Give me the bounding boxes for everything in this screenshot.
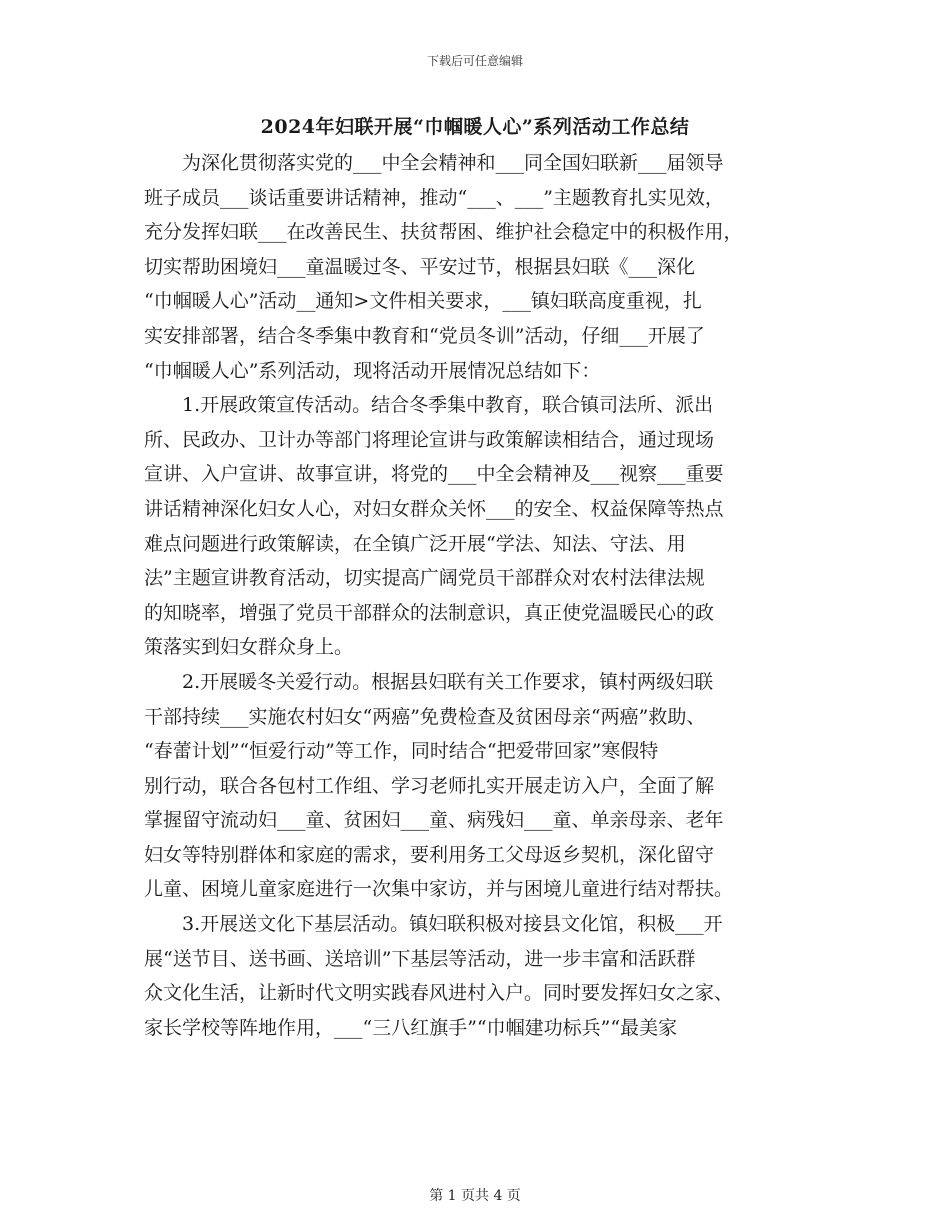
body-line: 3.开展送文化下基层活动。镇妇联积极对接县文化馆，积极___开 — [144, 913, 723, 936]
body-line: 宣讲、入户宣讲、故事宣讲，将党的___中全会精神及___视察___重要 — [144, 463, 724, 486]
body-line: 充分发挥妇联___在改善民生、扶贫帮困、维护社会稳定中的积极作用， — [144, 221, 743, 244]
body-line: 干部持续___实施农村妇女“两癌”免费检查及贫困母亲“两癌”救助、 — [144, 705, 706, 728]
body-line: “巾帼暖人心”系列活动，现将活动开展情况总结如下： — [144, 359, 601, 382]
body-line: 策落实到妇女群众身上。 — [144, 636, 354, 659]
body-line: 为深化贯彻落实党的___中全会精神和___同全国妇联新___届领导 — [144, 152, 724, 174]
body-line: 切实帮助困境妇___童温暖过冬、平安过节，根据县妇联《___深化 — [144, 255, 696, 278]
body-line: 所、民政办、卫计办等部门将理论宣讲与政策解读相结合，通过现场 — [144, 428, 715, 451]
page-number: 第 1 页共 4 页 — [429, 1188, 521, 1204]
body-line: 掌握留守流动妇___童、贫困妇___童、病残妇___童、单亲母亲、老年 — [144, 809, 724, 832]
body-line: 众文化生活，让新时代文明实践春风进村入户。同时要发挥妇女之家、 — [144, 982, 734, 1005]
body-line: 班子成员___谈话重要讲话精神，推动“___、___”主题教育扎实见效， — [144, 186, 724, 209]
body-line: 的知晓率，增强了党员干部群众的法制意识，真正使党温暖民心的政 — [144, 601, 715, 624]
document-body — [144, 146, 812, 1045]
document-title: 2024年妇联开展“巾帼暖人心”系列活动工作总结 — [260, 116, 690, 138]
body-line: 实安排部署，结合冬季集中教育和“党员冬训”活动，仔细___开展了 — [144, 324, 705, 347]
body-line: 别行动，联合各包村工作组、学习老师扎实开展走访入户，全面了解 — [144, 774, 715, 797]
body-line: 2.开展暖冬关爱行动。根据县妇联有关工作要求，镇村两级妇联 — [144, 670, 714, 693]
body-line: 家长学校等阵地作用，___“三八红旗手”“巾帼建功标兵”“最美家 — [144, 1016, 678, 1039]
body-line: “春蕾计划”“恒爱行动”等工作，同时结合“把爱带回家”寒假特 — [144, 740, 659, 763]
body-line: 妇女等特别群体和家庭的需求，要利用务工父母返乡契机，深化留守 — [144, 843, 715, 866]
body-line: 法”主题宣讲教育活动，切实提高广阔党员干部群众对农村法律法规 — [144, 567, 705, 590]
page-header-note: 下载后可任意编辑 — [426, 54, 523, 68]
body-line: 1.开展政策宣传活动。结合冬季集中教育，联合镇司法所、派出 — [144, 394, 714, 417]
body-line: 展“送节目、送书画、送培训”下基层等活动，进一步丰富和活跃群 — [144, 947, 696, 970]
body-line: 难点问题进行政策解读，在全镇广泛开展“学法、知法、守法、用 — [144, 532, 686, 555]
body-line: “巾帼暖人心”活动__通知>文件相关要求，___镇妇联高度重视，扎 — [144, 290, 702, 313]
body-line: 儿童、困境儿童家庭进行一次集中家访，并与困境儿童进行结对帮扶。 — [144, 878, 734, 901]
body-line: 讲话精神深化妇女人心，对妇女群众关怀___的安全、权益保障等热点 — [144, 497, 724, 520]
